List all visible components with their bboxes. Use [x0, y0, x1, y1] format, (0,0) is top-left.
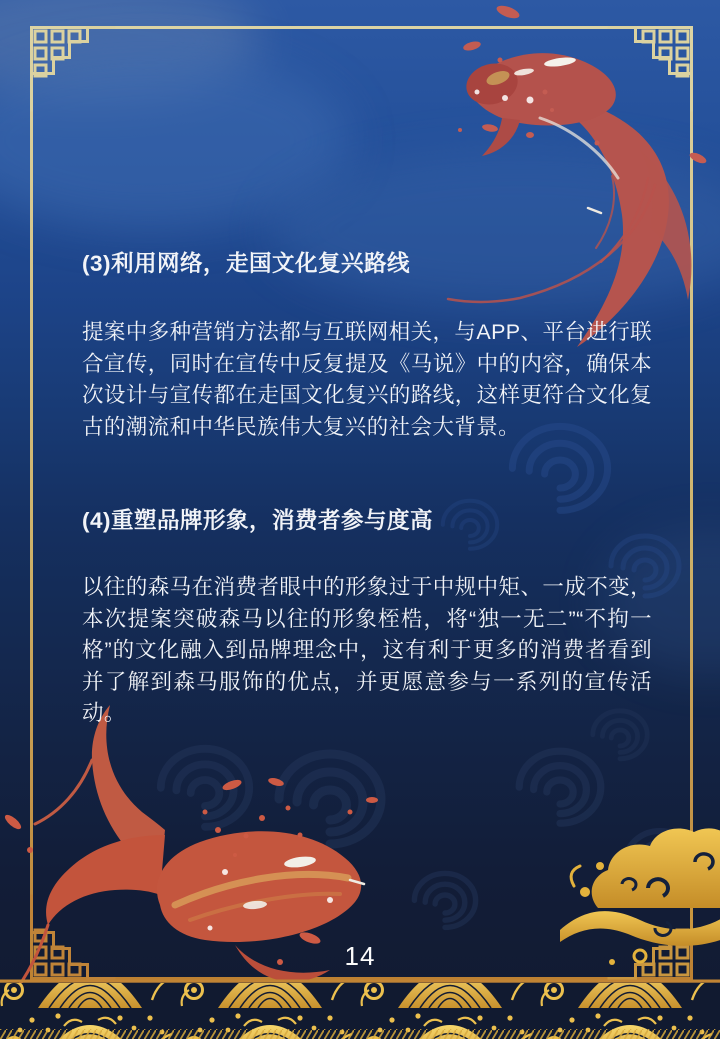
- page-number: 14: [344, 941, 376, 971]
- section-4-heading: (4)重塑品牌形象，消费者参与度高: [82, 508, 433, 533]
- section-4-body: 以往的森马在消费者眼中的形象过于中规中矩、一成不变，本次提案突破森马以往的形象桎梏，将“独一无二”“不拘一格”的文化融入到品牌理念中，这有利于更多的消费者看到并了解到森马服饰的优点，并更愿意参与一系列的宣传活动。: [82, 575, 652, 725]
- fret-corner-top-right: [608, 28, 692, 112]
- section-3-body: 提案中多种营销方法都与互联网相关，与APP、平台进行联合宣传，同时在宣传中反复提及《马说》中的内容，确保本次设计与宣传都在走国文化复兴的路线，这样更符合文化复古的潮流和中华民族伟大复兴的社会大背景。: [82, 320, 652, 439]
- section-3-heading: (3)利用网络，走国文化复兴路线: [82, 251, 410, 276]
- gold-wave-band: [0, 980, 720, 1039]
